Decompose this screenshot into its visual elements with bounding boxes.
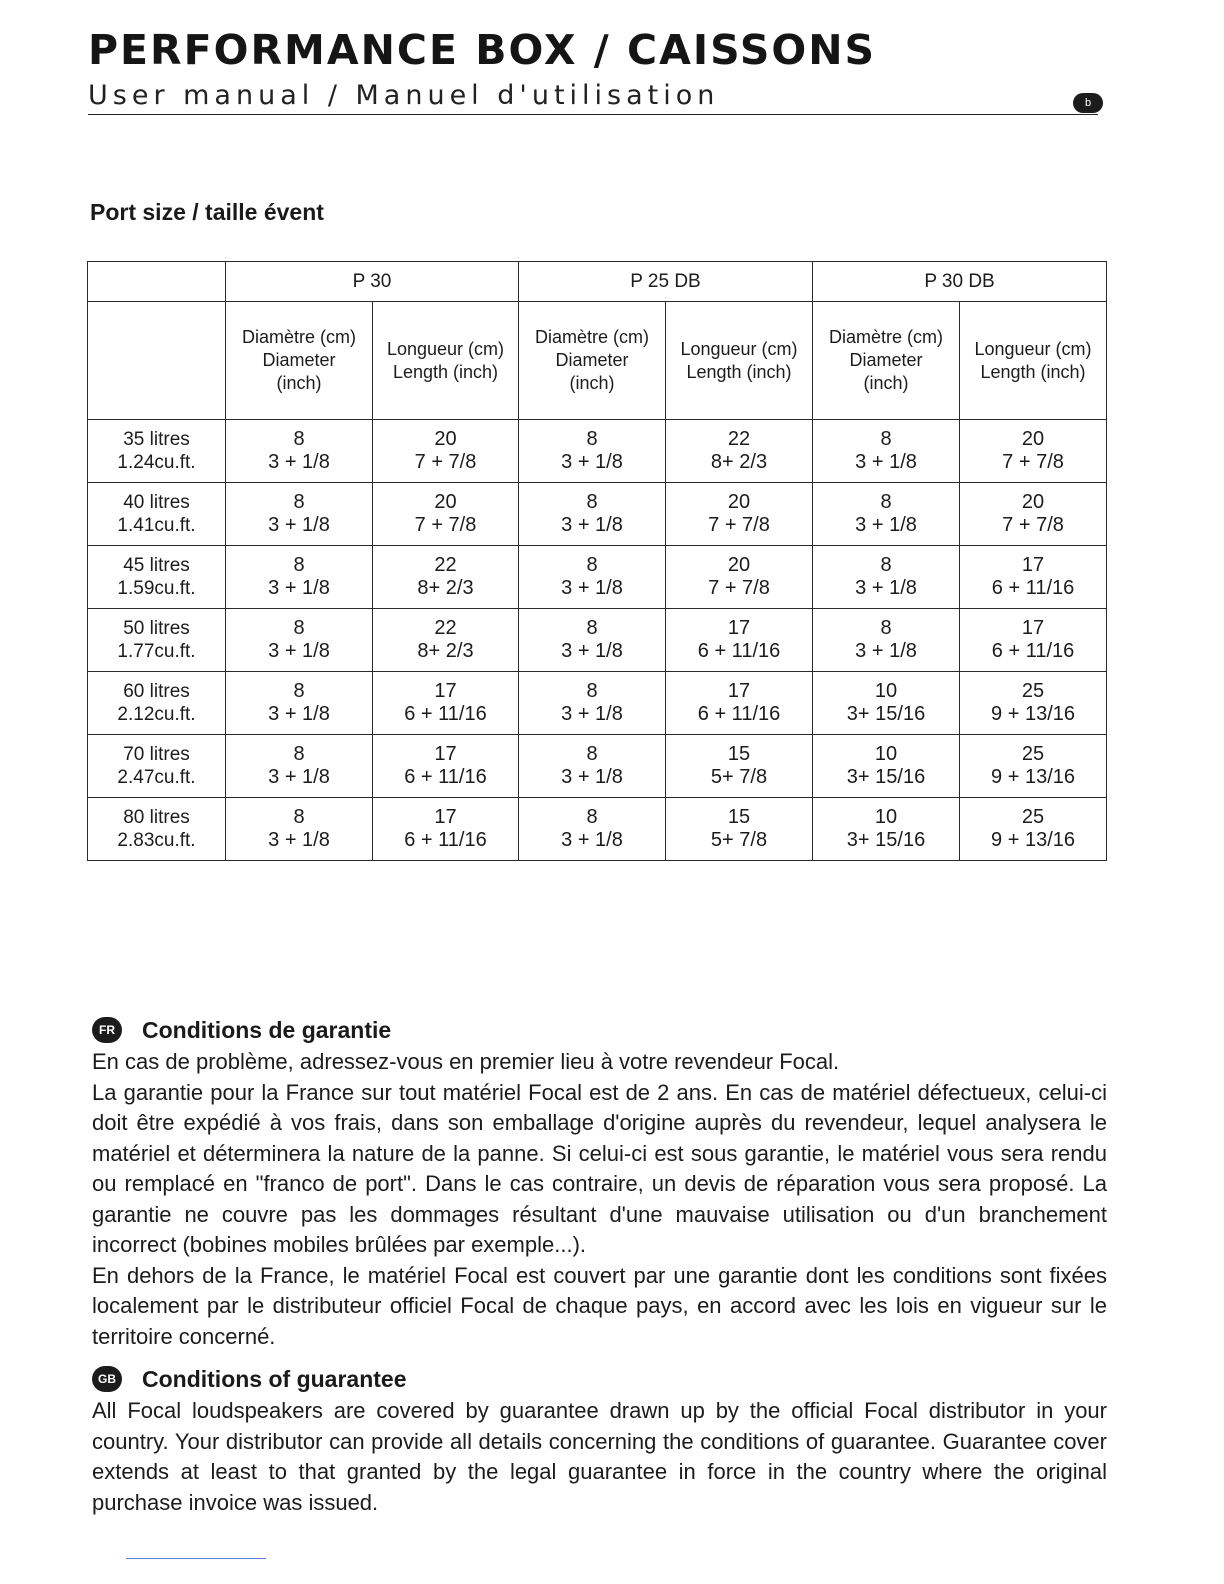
model-header-p25db: P 25 DB: [519, 262, 813, 302]
diameter-value: 3+ 15/16: [846, 766, 926, 788]
length-cell: [666, 798, 813, 861]
diameter-value: 8: [293, 743, 305, 765]
diameter-value: 8: [586, 554, 598, 576]
model-header-row: [88, 262, 1107, 302]
length-cell: [960, 609, 1107, 672]
diameter-cell: [813, 609, 960, 672]
diameter-value: 8: [293, 680, 305, 702]
table-row: [88, 672, 1107, 735]
diameter-value: 3 + 1/8: [855, 514, 917, 536]
length-value: 25: [1021, 806, 1045, 828]
table-row: [88, 483, 1107, 546]
guarantee-gb-heading-row: [92, 1362, 1107, 1396]
length-value: 7 + 7/8: [414, 451, 477, 473]
length-value: 15: [727, 806, 751, 828]
volume-value: 1.41cu.ft.: [117, 515, 196, 536]
volume-value: 45 litres: [123, 555, 190, 576]
length-value: 5+ 7/8: [710, 829, 768, 851]
diameter-value: 8: [293, 428, 305, 450]
length-header-line: Longueur (cm): [680, 338, 798, 359]
guarantee-fr-heading: Conditions de garantie: [142, 1016, 392, 1043]
diameter-cell: [226, 609, 373, 672]
gb-flag-icon: GB: [92, 1366, 122, 1392]
length-cell: [666, 420, 813, 483]
fr-flag-icon: FR: [92, 1017, 122, 1043]
length-value: 6 + 11/16: [697, 703, 781, 725]
length-value: 6 + 11/16: [697, 640, 781, 662]
length-value: 7 + 7/8: [1002, 451, 1064, 473]
length-value: 17: [727, 680, 751, 702]
length-value: 17: [434, 743, 457, 765]
volume-value: 2.12cu.ft.: [117, 704, 196, 725]
length-value: 7 + 7/8: [1002, 514, 1064, 536]
length-value: 17: [434, 680, 457, 702]
length-value: 6 + 11/16: [404, 703, 487, 725]
length-cell: [960, 672, 1107, 735]
volume-value: 1.59cu.ft.: [117, 578, 196, 599]
length-cell: [666, 483, 813, 546]
page-subtitle: User manual / Manuel d'utilisation: [88, 80, 720, 111]
diameter-value: 3 + 1/8: [268, 514, 330, 536]
volume-value: 2.83cu.ft.: [117, 830, 196, 851]
length-value: 7 + 7/8: [414, 514, 477, 536]
diameter-value: 10: [874, 806, 898, 828]
diameter-header-line: Diamètre (cm): [241, 327, 356, 347]
port-size-table: [87, 261, 1107, 861]
diameter-cell: [226, 672, 373, 735]
model-header-p30: P 30: [226, 262, 519, 302]
table-row: [88, 420, 1107, 483]
diameter-cell: [226, 735, 373, 798]
diameter-cell: [226, 798, 373, 861]
length-cell: [960, 546, 1107, 609]
diameter-header-line: Diameter: [555, 350, 629, 370]
length-cell: [960, 735, 1107, 798]
length-value: 20: [727, 491, 751, 513]
footer-line: [126, 1558, 266, 1559]
diameter-value: 3 + 1/8: [268, 640, 330, 662]
length-value: 6 + 11/16: [404, 829, 487, 851]
length-value: 22: [434, 617, 457, 639]
diameter-value: 3 + 1/8: [855, 577, 917, 599]
table-row: [88, 798, 1107, 861]
volume-cell: [88, 546, 226, 609]
diameter-cell: [813, 672, 960, 735]
length-header: [960, 302, 1107, 420]
length-value: 17: [1021, 617, 1045, 639]
volume-cell: [88, 798, 226, 861]
length-value: 8+ 2/3: [417, 640, 474, 662]
volume-value: 50 litres: [123, 618, 190, 639]
diameter-value: 3 + 1/8: [561, 829, 623, 851]
length-header-line: Longueur (cm): [386, 338, 505, 359]
length-header-line: Length (inch): [686, 361, 792, 382]
diameter-cell: [813, 798, 960, 861]
volume-value: 2.47cu.ft.: [117, 767, 196, 788]
diameter-value: 3+ 15/16: [846, 703, 926, 725]
length-cell: [666, 735, 813, 798]
diameter-cell: [519, 420, 666, 483]
diameter-value: 3 + 1/8: [268, 766, 330, 788]
volume-value: 80 litres: [123, 807, 190, 828]
diameter-header-line: Diamètre (cm): [829, 327, 944, 347]
diameter-header-line: Diamètre (cm): [534, 327, 649, 347]
length-value: 7 + 7/8: [708, 577, 770, 599]
diameter-cell: [226, 483, 373, 546]
page-title: PERFORMANCE BOX / CAISSONS: [88, 26, 877, 74]
length-value: 22: [727, 428, 751, 450]
volume-value: 70 litres: [123, 744, 190, 765]
guarantee-fr-paragraph: En dehors de la France, le matériel Focal est couvert par une garantie dont les conditions sont fixées localement par le distributeur officiel Focal de chaque pays, en accord avec les lois en vigueur sur le territoire concerné.: [92, 1262, 1107, 1349]
diameter-cell: [813, 735, 960, 798]
length-value: 6 + 11/16: [991, 640, 1075, 662]
diameter-value: 10: [874, 743, 898, 765]
diameter-header-line: Diameter: [262, 350, 336, 370]
length-cell: [373, 609, 519, 672]
diameter-value: 8: [880, 554, 892, 576]
diameter-value: 8: [586, 617, 598, 639]
diameter-value: 8: [880, 428, 892, 450]
diameter-value: 8: [293, 617, 305, 639]
diameter-value: 3 + 1/8: [561, 640, 623, 662]
volume-value: 1.24cu.ft.: [117, 452, 196, 473]
diameter-value: 3 + 1/8: [855, 640, 917, 662]
length-value: 20: [1021, 428, 1045, 450]
guarantee-fr-paragraph: En cas de problème, adressez-vous en premier lieu à votre revendeur Focal.: [92, 1049, 840, 1074]
length-header-line: Length (inch): [392, 361, 499, 382]
length-value: 20: [434, 428, 457, 450]
diameter-cell: [519, 483, 666, 546]
diameter-value: 3 + 1/8: [561, 577, 623, 599]
diameter-header-line: (inch): [863, 373, 909, 393]
length-value: 20: [1021, 491, 1045, 513]
diameter-value: 3+ 15/16: [846, 829, 926, 851]
table-row: [88, 546, 1107, 609]
diameter-header: [813, 302, 960, 420]
diameter-value: 3 + 1/8: [561, 451, 623, 473]
diameter-cell: [519, 546, 666, 609]
length-cell: [666, 546, 813, 609]
diameter-header: [519, 302, 666, 420]
diameter-value: 8: [586, 806, 598, 828]
length-cell: [373, 483, 519, 546]
length-value: 15: [727, 743, 751, 765]
port-size-heading: Port size / taille évent: [90, 199, 324, 225]
table-row: [88, 735, 1107, 798]
diameter-value: 3 + 1/8: [561, 766, 623, 788]
length-cell: [960, 420, 1107, 483]
length-cell: [666, 672, 813, 735]
volume-value: 60 litres: [123, 681, 190, 702]
length-value: 8+ 2/3: [710, 451, 768, 473]
diameter-cell: [813, 420, 960, 483]
length-value: 9 + 13/16: [991, 703, 1075, 725]
guarantee-fr-section: [92, 1013, 1107, 1352]
guarantee-fr-heading-row: [92, 1013, 1107, 1047]
length-value: 22: [434, 554, 457, 576]
measure-header-row: [88, 302, 1107, 420]
diameter-value: 8: [293, 491, 305, 513]
guarantee-gb-paragraph: All Focal loudspeakers are covered by guarantee drawn up by the official Focal distributor in your country. Your distributor can provide all details concerning the conditions of guarantee. Guarantee cover extends at least to that granted by the legal guarantee in force in the country where the original purchase invoice was issued.: [92, 1398, 1107, 1515]
length-value: 7 + 7/8: [708, 514, 770, 536]
length-cell: [373, 672, 519, 735]
length-header-line: Longueur (cm): [974, 338, 1092, 359]
volume-cell: [88, 735, 226, 798]
diameter-value: 8: [880, 617, 892, 639]
guarantee-fr-paragraph: La garantie pour la France sur tout matériel Focal est de 2 ans. En cas de matériel défectueux, celui-ci doit être expédié à vos frais, dans son emballage d'origine auprès du revendeur, lequel analysera le matériel et déterminera la nature de la panne. Si celui-ci est sous garantie, le matériel vous sera rendu ou remplacé en "franco de port". Dans le cas contraire, un devis de réparation vous sera proposé. La garantie ne couvre pas les dommages résultant d'une mauvaise utilisation ou d'un branchement incorrect (bobines mobiles brûlées par exemple...).: [92, 1079, 1107, 1257]
diameter-cell: [226, 546, 373, 609]
table-body: [88, 420, 1107, 861]
diameter-value: 8: [293, 554, 305, 576]
diameter-header: [226, 302, 373, 420]
volume-cell: [88, 672, 226, 735]
diameter-value: 3 + 1/8: [268, 577, 330, 599]
diameter-cell: [813, 546, 960, 609]
table-row: [88, 609, 1107, 672]
length-value: 17: [727, 617, 751, 639]
diameter-value: 8: [293, 806, 305, 828]
length-value: 5+ 7/8: [710, 766, 768, 788]
diameter-header-line: Diameter: [849, 350, 923, 370]
volume-cell: [88, 420, 226, 483]
length-value: 9 + 13/16: [991, 766, 1075, 788]
volume-cell: [88, 483, 226, 546]
diameter-value: 3 + 1/8: [561, 514, 623, 536]
diameter-cell: [519, 609, 666, 672]
length-header-line: Length (inch): [980, 361, 1086, 382]
page-badge: b: [1073, 93, 1103, 113]
length-value: 25: [1021, 743, 1045, 765]
length-cell: [373, 420, 519, 483]
length-value: 6 + 11/16: [991, 577, 1075, 599]
volume-value: 35 litres: [123, 429, 190, 450]
diameter-cell: [813, 483, 960, 546]
diameter-header-line: (inch): [569, 373, 615, 393]
length-value: 17: [434, 806, 457, 828]
diameter-value: 8: [586, 743, 598, 765]
length-value: 25: [1021, 680, 1045, 702]
diameter-cell: [519, 798, 666, 861]
length-value: 20: [727, 554, 751, 576]
model-header-p30db: P 30 DB: [813, 262, 1107, 302]
diameter-value: 3 + 1/8: [855, 451, 917, 473]
length-value: 20: [434, 491, 457, 513]
diameter-value: 8: [880, 491, 892, 513]
diameter-value: 10: [874, 680, 898, 702]
guarantee-gb-section: [92, 1362, 1107, 1518]
diameter-value: 3 + 1/8: [268, 703, 330, 725]
diameter-cell: [226, 420, 373, 483]
length-value: 17: [1021, 554, 1045, 576]
length-header: [666, 302, 813, 420]
diameter-value: 3 + 1/8: [561, 703, 623, 725]
length-cell: [960, 483, 1107, 546]
length-cell: [373, 798, 519, 861]
volume-value: 1.77cu.ft.: [117, 641, 196, 662]
diameter-header-line: (inch): [276, 373, 322, 393]
diameter-cell: [519, 672, 666, 735]
diameter-value: 3 + 1/8: [268, 829, 330, 851]
length-cell: [960, 798, 1107, 861]
length-header: [373, 302, 519, 420]
diameter-value: 8: [586, 491, 598, 513]
diameter-value: 8: [586, 428, 598, 450]
length-value: 9 + 13/16: [991, 829, 1075, 851]
guarantee-gb-heading: Conditions of guarantee: [142, 1365, 407, 1392]
length-cell: [373, 546, 519, 609]
corner-cell: [88, 302, 226, 420]
volume-value: 40 litres: [123, 492, 190, 513]
length-value: 8+ 2/3: [417, 577, 474, 599]
diameter-value: 8: [586, 680, 598, 702]
corner-cell: [88, 262, 226, 302]
volume-cell: [88, 609, 226, 672]
diameter-value: 3 + 1/8: [268, 451, 330, 473]
diameter-cell: [519, 735, 666, 798]
header-divider: [88, 114, 1098, 115]
length-cell: [666, 609, 813, 672]
length-value: 6 + 11/16: [404, 766, 487, 788]
length-cell: [373, 735, 519, 798]
